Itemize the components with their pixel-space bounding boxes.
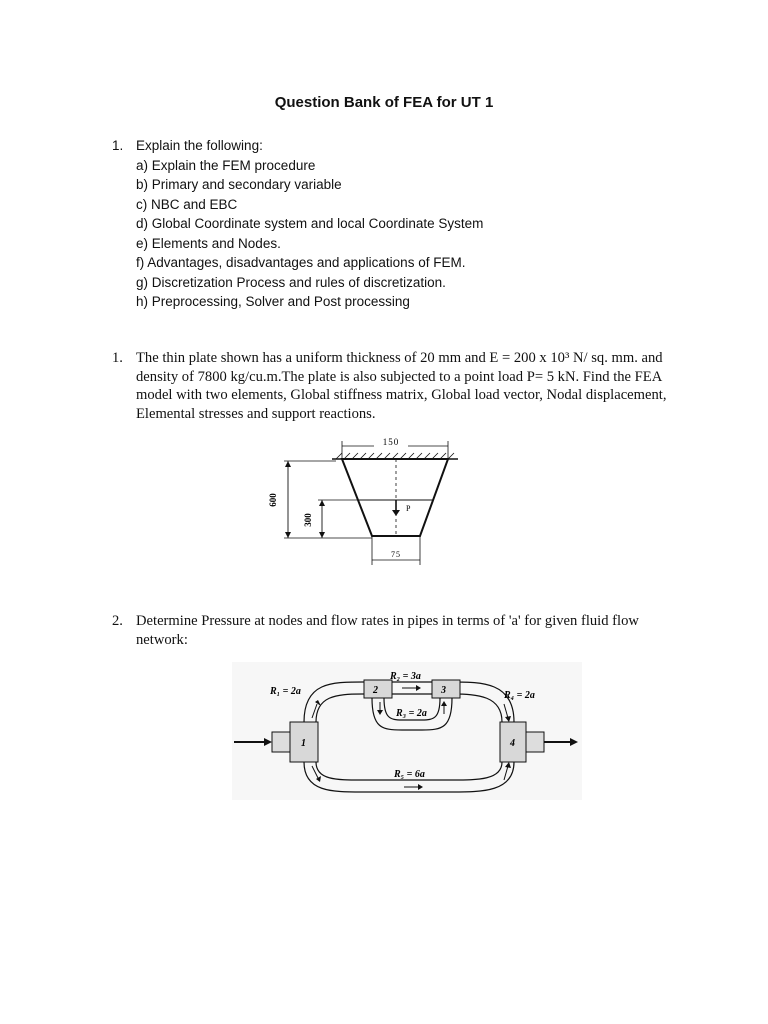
list-item: g) Discretization Process and rules of discretization. — [136, 274, 446, 290]
r5-label: R₅ = 6a — [394, 769, 425, 780]
list-item: h) Preprocessing, Solver and Post processing — [136, 294, 410, 309]
top-width-label: 150 — [382, 437, 400, 447]
node-1-label: 1 — [301, 738, 306, 749]
question-number: 2. — [112, 613, 123, 629]
tapered-plate — [342, 459, 448, 536]
list-item: a) Explain the FEM procedure — [136, 157, 316, 173]
node-2-label: 2 — [373, 685, 378, 696]
question-number: 1. — [112, 350, 123, 366]
page-title: Question Bank of FEA for UT 1 — [274, 94, 494, 111]
explain-heading-row — [112, 136, 483, 156]
node-3-junction — [432, 680, 460, 698]
tapered-plate-figure — [250, 432, 470, 567]
question-text: Determine Pressure at nodes and flow rates in pipes in terms of 'a' for given fluid flow network: — [136, 613, 639, 648]
list-item: d) Global Coordinate system and local Coordinate System — [136, 216, 484, 231]
r3-label: R₃ = 2a — [396, 708, 427, 719]
r1-label: R₁ = 2a — [270, 686, 301, 697]
list-item: f) Advantages, disadvantages and applications of FEM. — [136, 255, 466, 270]
node-4-label: 4 — [510, 738, 515, 749]
total-height-label: 600 — [268, 493, 278, 507]
outlet-pipe — [526, 732, 544, 752]
load-label: P — [406, 504, 411, 513]
list-item: c) NBC and EBC — [136, 196, 238, 212]
inlet-pipe — [272, 732, 290, 752]
r2-label: R₂ = 3a — [390, 671, 421, 682]
question-1 — [112, 349, 682, 423]
node-2-junction — [364, 680, 392, 698]
flow-network-figure — [232, 662, 582, 800]
node-3-label: 3 — [441, 685, 446, 696]
r4-label: R₄ = 2a — [504, 690, 535, 701]
question-2 — [112, 612, 672, 649]
half-height-label: 300 — [303, 513, 313, 527]
question-text: The thin plate shown has a uniform thickness of 20 mm and E = 200 x 10³ N/ sq. mm. and density of 7800 kg/cu.m.The plate is also subjected to a point load P= 5 kN. Find the FEA model with two elements, Global stiffness matrix, Global load vector, Nodal displacement, Elemental stresses and support reactions. — [136, 350, 667, 422]
bottom-width-label: 75 — [391, 550, 401, 559]
explain-heading: Explain the following: — [136, 138, 263, 153]
explain-list — [112, 136, 483, 312]
load-arrow-head — [392, 510, 400, 516]
list-item: e) Elements and Nodes. — [136, 235, 281, 251]
list-item: b) Primary and secondary variable — [136, 177, 342, 192]
list-number: 1. — [112, 138, 124, 153]
